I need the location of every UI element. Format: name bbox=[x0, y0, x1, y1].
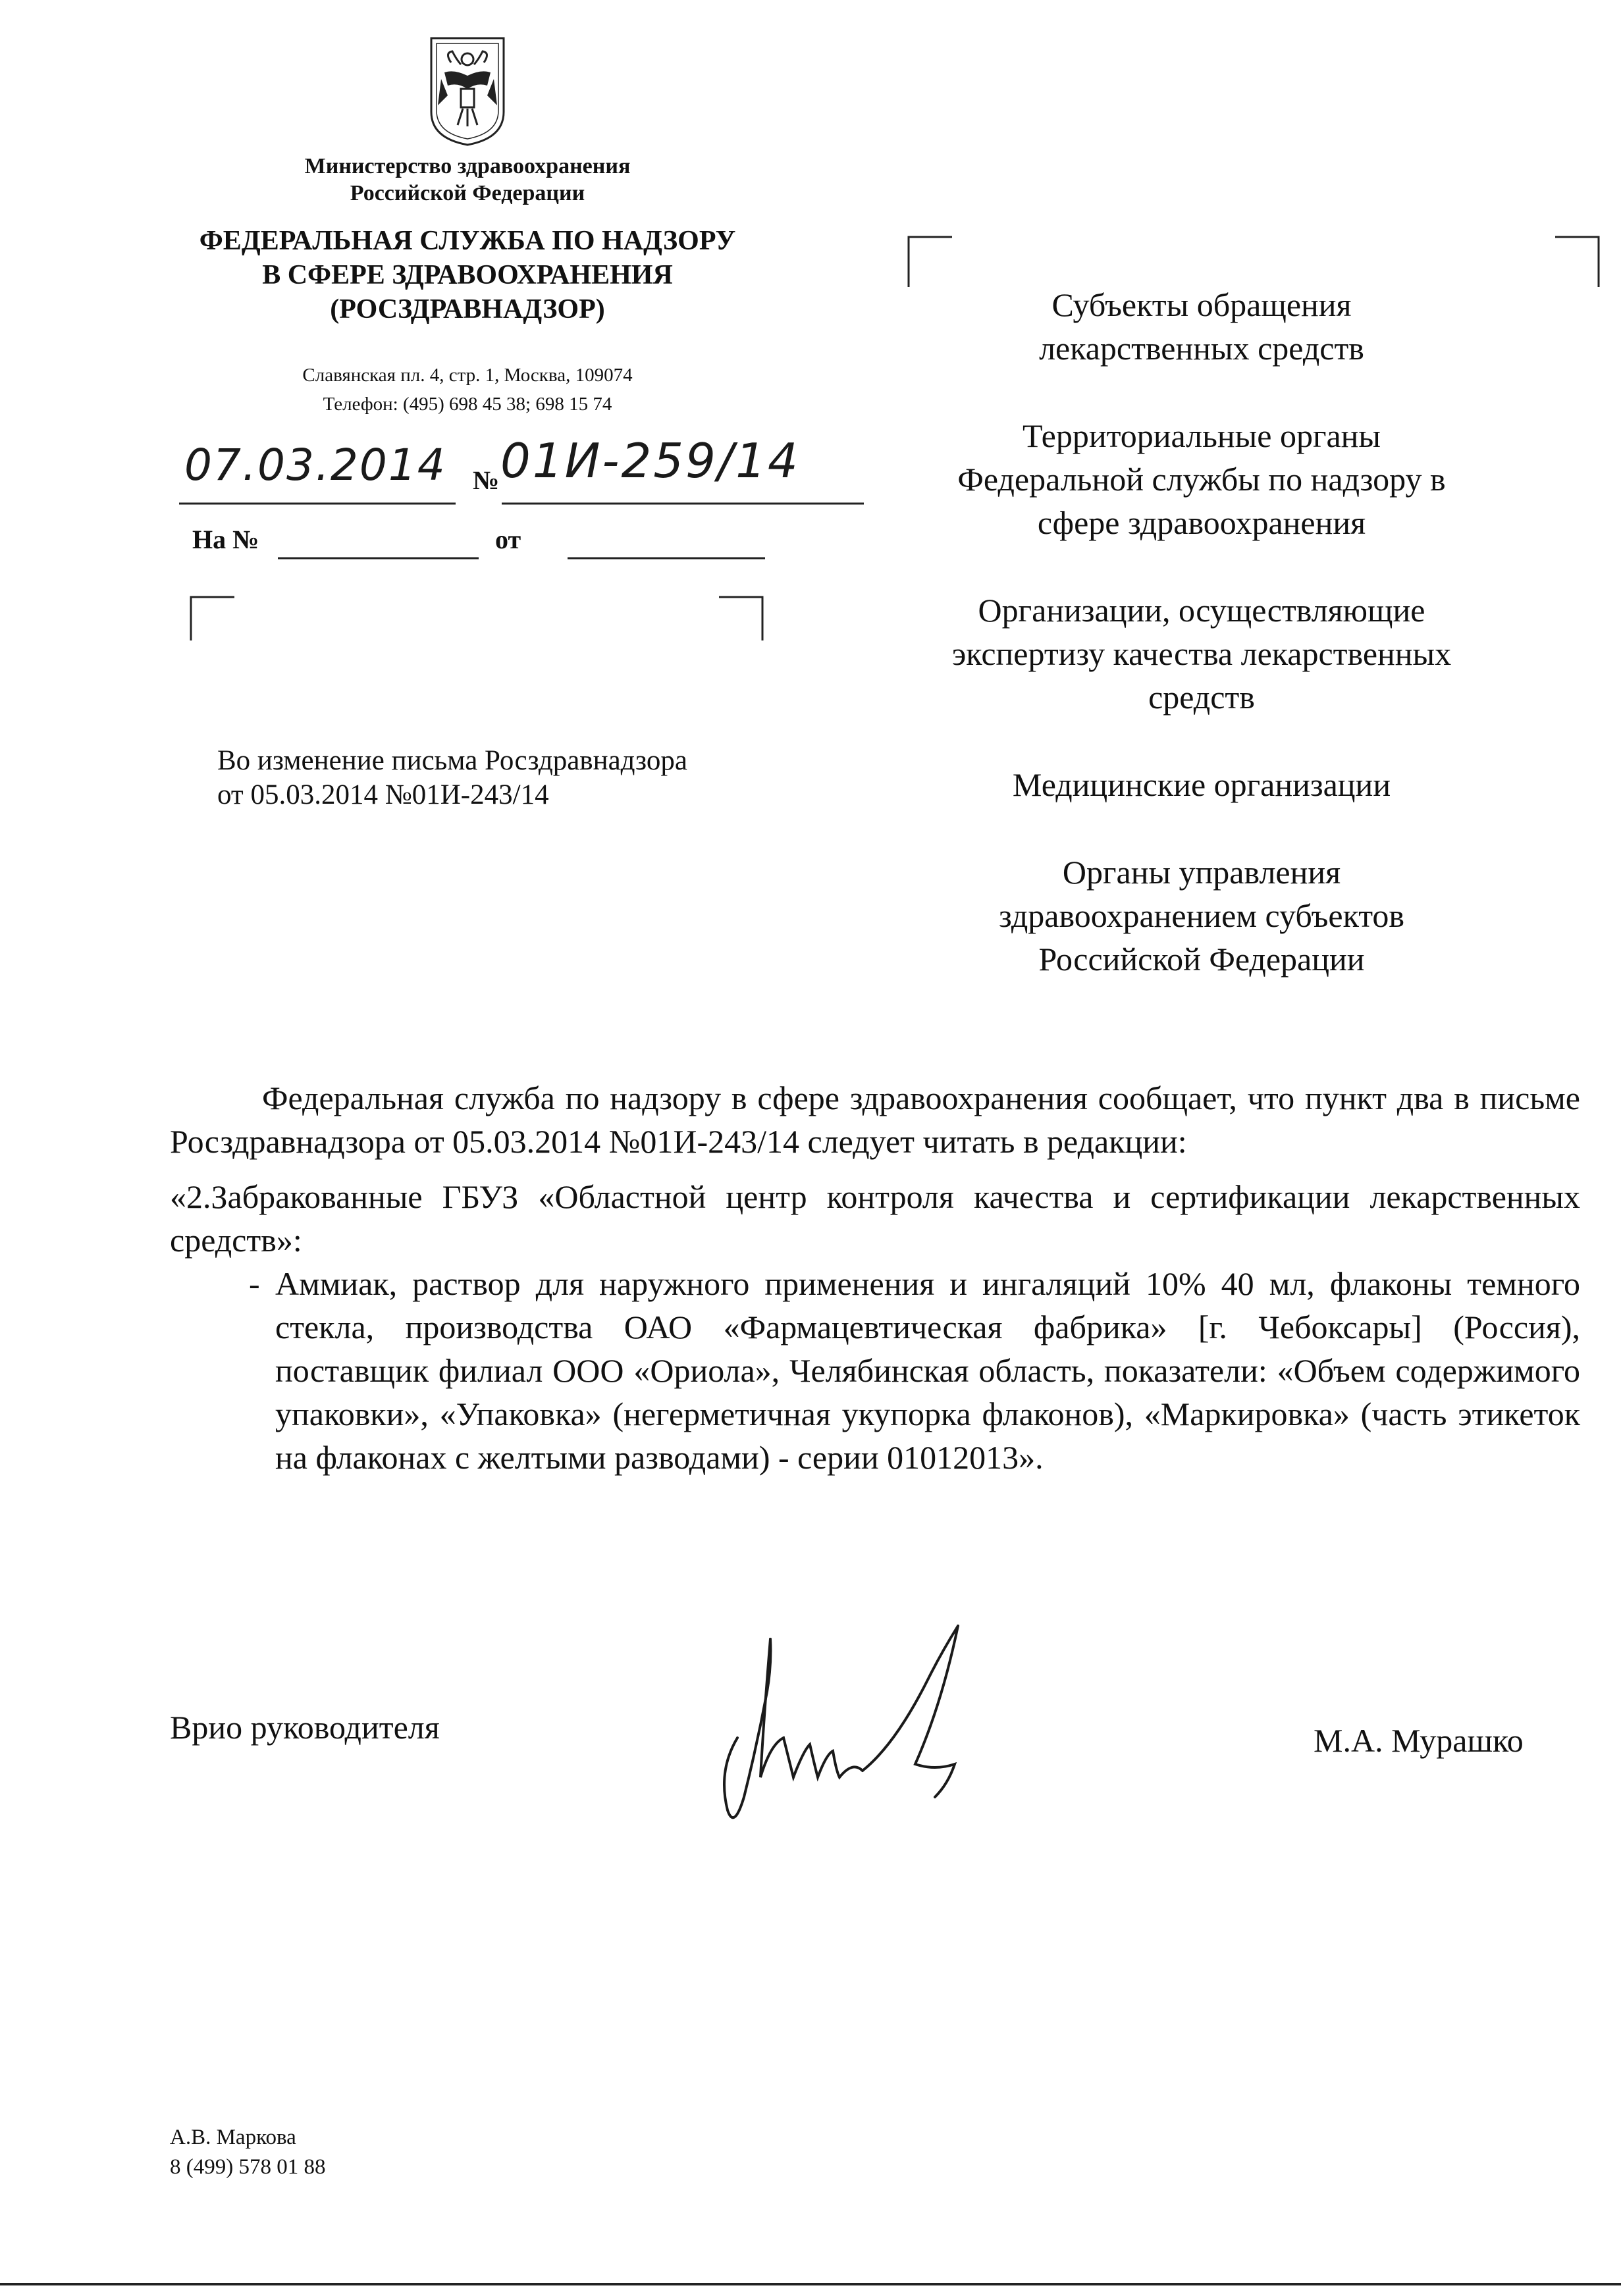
bottom-divider bbox=[0, 2283, 1621, 2285]
addressee-line: сфере здравоохранения bbox=[1037, 504, 1366, 541]
list-dash: - bbox=[249, 1265, 260, 1302]
address-line: Славянская пл. 4, стр. 1, Москва, 109074 bbox=[302, 365, 633, 386]
bracket-top-left-right bbox=[907, 236, 953, 288]
revision-note bbox=[217, 744, 810, 812]
addressee-list bbox=[869, 283, 1534, 1025]
executor-name: А.В. Маркова bbox=[170, 2126, 296, 2149]
revision-note-line-2: от 05.03.2014 №01И-243/14 bbox=[217, 779, 549, 810]
russian-double-headed-eagle-icon bbox=[425, 33, 510, 148]
addressee-item bbox=[869, 588, 1534, 719]
bracket-top-right-left bbox=[718, 596, 764, 642]
service-line-2: В СФЕРЕ ЗДРАВООХРАНЕНИЯ bbox=[262, 260, 673, 290]
reference-row bbox=[192, 524, 772, 563]
addressee-item bbox=[869, 763, 1534, 806]
addressee-line: здравоохранением субъектов bbox=[998, 897, 1405, 934]
handwritten-signature-icon bbox=[698, 1613, 1007, 1856]
reference-number-label: На № bbox=[192, 525, 259, 554]
addressee-line: Организации, осуществляющие bbox=[978, 592, 1425, 629]
service-line-1: ФЕДЕРАЛЬНАЯ СЛУЖБА ПО НАДЗОРУ bbox=[199, 226, 736, 256]
addressee-line: Медицинские организации bbox=[1012, 766, 1391, 803]
addressee-line: Субъекты обращения bbox=[1051, 286, 1352, 323]
executor-info bbox=[170, 2123, 325, 2182]
reference-from-label: от bbox=[495, 525, 521, 554]
service-address bbox=[191, 361, 744, 419]
registration-number: 01И-259/14 bbox=[500, 433, 800, 488]
body-paragraph-2: «2.Забракованные ГБУЗ «Областной центр контроля качества и сертификации лекарственных средств»: bbox=[170, 1178, 1580, 1259]
reference-underlines bbox=[278, 524, 772, 563]
list-item-text: Аммиак, раствор для наружного применения и ингаляций 10% 40 мл, флаконы темного стекла, производства ОАО «Фармацевтическая фабрика» [г. Чебоксары] (Россия), поставщик филиал ООО «Ориола», Челябинская область, показатели: «Объем содержимого упаковки», «Упаковка» (негерметичная укупорка флаконов), «Маркировка» (часть этикеток на флаконах с желтыми разводами) - серии 01012013». bbox=[275, 1265, 1580, 1476]
revision-note-line-1: Во изменение письма Росздравнадзора bbox=[217, 745, 687, 776]
registration-date: 07.03.2014 bbox=[184, 440, 446, 490]
addressee-line: Органы управления bbox=[1062, 854, 1341, 891]
service-name bbox=[158, 224, 777, 326]
addressee-item bbox=[869, 414, 1534, 544]
addressee-item bbox=[869, 283, 1534, 370]
service-line-3: (РОСЗДРАВНАДЗОР) bbox=[330, 294, 605, 325]
addressee-line: средств bbox=[1148, 679, 1255, 716]
registration-number-sign: № bbox=[473, 465, 500, 495]
addressee-line: экспертизу качества лекарственных bbox=[951, 635, 1452, 672]
body-paragraph-1: Федеральная служба по надзору в сфере здравоохранения сообщает, что пункт два в письме Росздравнадзора от 05.03.2014 №01И-243/14 следует читать в редакции: bbox=[170, 1080, 1580, 1160]
phone-line: Телефон: (495) 698 45 38; 698 15 74 bbox=[323, 394, 612, 415]
addressee-item bbox=[869, 850, 1534, 981]
list-item bbox=[170, 1262, 1580, 1479]
ministry-name bbox=[191, 153, 744, 207]
letter-body bbox=[170, 1076, 1580, 1479]
bracket-top-right-right bbox=[1554, 236, 1600, 288]
signatory-name: М.А. Мурашко bbox=[1314, 1722, 1524, 1759]
addressee-line: Российской Федерации bbox=[1038, 941, 1365, 978]
addressee-line: Территориальные органы bbox=[1022, 417, 1381, 454]
bracket-top-left-left bbox=[190, 596, 236, 642]
addressee-line: Федеральной службы по надзору в bbox=[957, 461, 1446, 498]
addressee-line: лекарственных средств bbox=[1039, 330, 1364, 367]
ministry-line-1: Министерство здравоохранения bbox=[304, 154, 631, 178]
signatory-title: Врио руководителя bbox=[170, 1709, 440, 1746]
ministry-line-2: Российской Федерации bbox=[350, 181, 585, 205]
executor-phone: 8 (499) 578 01 88 bbox=[170, 2155, 326, 2179]
